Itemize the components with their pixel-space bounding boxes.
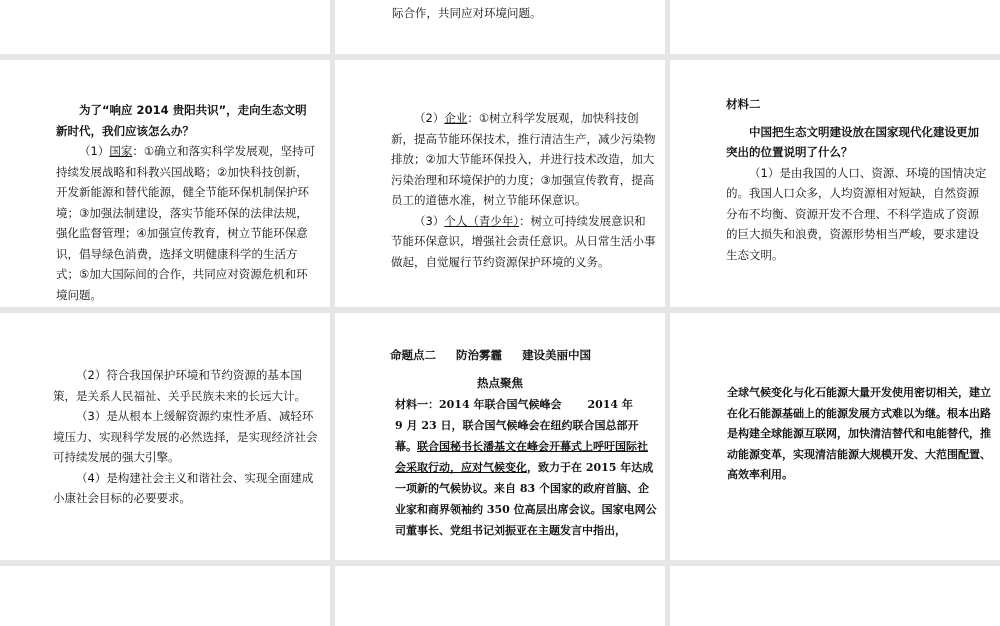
- topic-material: 材料一：2014 年联合国气候峰会 2014 年 9 月 23 日，联合国气候峰会在纽约联合国总部开幕。联合国秘书长潘基文在峰会开幕式上呼吁国际社会采取行动，应对气候变化，致力于在 2015 年达成一项新的气候协议。来自 83 个国家的政府首脑、企业家和商界领袖约 350 位高层出席会议。国家电网公司董事长、党组书记刘振亚在主题发言中指出，: [395, 398, 657, 537]
- label-enterprise: 企业: [444, 111, 468, 125]
- card-energy: [670, 313, 1000, 560]
- reason-4: （4）是构建社会主义和谐社会、实现全面建成小康社会目标的必要要求。: [53, 470, 314, 505]
- underlined-quote: 联合国秘书长潘基文在峰会开幕式上呼吁国际社会采取行动，应对气候变化: [395, 440, 648, 474]
- card-top-middle: [335, 0, 665, 54]
- material2-question: 中国把生态文明建设放在国家现代化建设更加突出的位置说明了什么？: [726, 124, 979, 159]
- card-top-right: [670, 0, 1000, 54]
- card-top-left: [0, 0, 330, 54]
- country-measures: （1）国家：①确立和落实科学发展观，坚持可持续发展战略和科教兴国战略；②加快科技创新，开发新能源和替代能源，健全节能环保机制保护环境；③加强法制建设，落实节能环保的法律法规，强化监督管理；④加强宣传教育，树立节能环保意识，倡导绿色消费，选择文明健康科学的生活方式；⑤加大国际间的合作，共同应对资源危机和环境问题。: [56, 144, 316, 302]
- topic-subtitle: 热点聚焦: [477, 376, 523, 390]
- enterprise-measures: （2）企业：①树立科学发展观，加快科技创新，提高节能环保技术，推行清洁生产，减少污染物排放；②加大节能环保投入，并进行技术改造，加大污染治理和环境保护的力度；③加强宣传教育，提高员工的道德水准，树立节能环保意识。: [391, 111, 656, 207]
- reason-2: （2）符合我国保护环境和节约资源的基本国策，是关系人民福祉、关乎民族未来的长远大计。: [53, 368, 306, 403]
- label-individual: 个人（青少年）: [444, 213, 520, 228]
- card-material2: [670, 60, 1000, 307]
- material2-answer: （1）是由我国的人口、资源、环境的国情决定的。我国人口众多，人均资源相对短缺，自然资源分布不均衡、资源开发不合理、不科学造成了资源的巨大损失和浪费，资源形势相当严峻，要求建设生态文明。: [726, 165, 987, 262]
- top-middle-line2: 际合作，共同应对环境问题。: [392, 6, 542, 20]
- card-bottom-left: [0, 566, 330, 626]
- topic-title: 命题点二 防治雾霾 建设美丽中国: [390, 348, 592, 362]
- material2-heading: 材料二: [726, 97, 761, 111]
- energy-text: 全球气候变化与化石能源大量开发使用密切相关，建立在化石能源基础上的能源发展方式难以为继。根本出路是构建全球能源互联网，加快清洁替代和电能替代，推动能源变革，实现清洁能源大规模开发、大范围配置、高效率利用。: [727, 386, 991, 481]
- card-reasons: [0, 313, 330, 560]
- individual-measures: （3）个人（青少年）：树立可持续发展意识和节能环保意识，增强社会责任意识。从日常生活小事做起，自觉履行节约资源保护环境的义务。: [391, 213, 656, 269]
- reason-3: （3）是从根本上缓解资源约束性矛盾、减轻环境压力、实现科学发展的必然选择，是实现经济社会可持续发展的强大引擎。: [53, 409, 318, 464]
- label-country: 国家: [109, 144, 133, 158]
- question-heading: 为了“响应 2014 贵阳共识”，走向生态文明新时代，我们应该怎么办？: [56, 103, 307, 138]
- card-topic: [335, 313, 665, 560]
- card-bottom-middle: [335, 566, 665, 626]
- card-bottom-right: [670, 566, 1000, 626]
- card-enterprise: [335, 60, 665, 307]
- card-question: [0, 60, 330, 307]
